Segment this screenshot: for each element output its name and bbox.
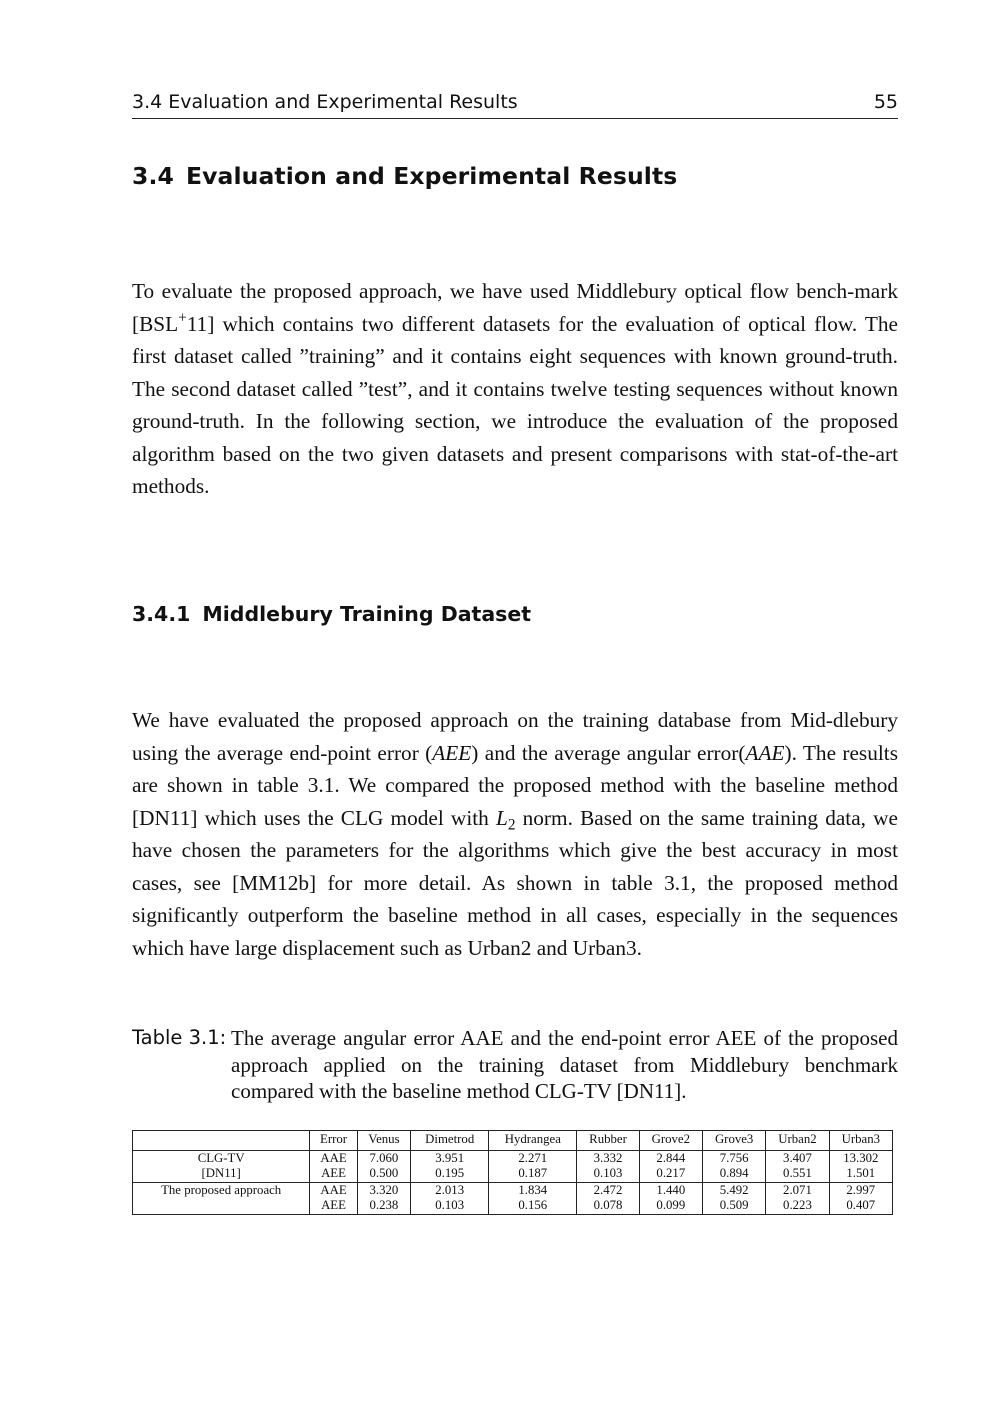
results-table — [132, 1130, 893, 1215]
table-cell: The proposed approach — [133, 1182, 310, 1198]
table-header-cell: Grove2 — [639, 1131, 702, 1151]
table-cell: 3.407 — [766, 1150, 829, 1166]
training-text-c: ). The results are shown in table 3.1. We compared the proposed method with the baseline method [DN11] which uses the CLG model with — [132, 740, 898, 830]
table-cell: 0.195 — [411, 1166, 489, 1182]
table-header-cell: Hydrangea — [489, 1131, 577, 1151]
running-header — [132, 88, 898, 119]
table-cell: 3.332 — [577, 1150, 639, 1166]
table-cell: 7.060 — [357, 1150, 410, 1166]
training-text-a: We have evaluated the proposed approach on the training database from Mid-dlebury using the average end-point error ( — [132, 708, 898, 765]
table-cell: 0.223 — [766, 1198, 829, 1214]
table-cell: 0.500 — [357, 1166, 410, 1182]
page-number: 55 — [873, 91, 898, 113]
table-cell: 1.834 — [489, 1182, 577, 1198]
subsection-number: 3.4.1 — [132, 602, 191, 626]
table-cell: [DN11] — [133, 1166, 310, 1182]
training-text-d: norm. Based on the same training data, we have chosen the parameters for the algorithms which give the best accuracy in most cases, see [MM12b] for more detail. As shown in table 3.1, the proposed method significantly outperform the baseline method in all cases, especially in the sequences which have large displacement such as Urban2 and Urban3. — [132, 805, 898, 960]
intro-text-b: 11] which contains two different datasets for the evaluation of optical flow. The first dataset called ”training” and it contains eight sequences with known ground-truth. The second dataset called ”test”, and it contains twelve testing sequences without known ground-truth. In the following section, we introduce the evaluation of the proposed algorithm based on the two given datasets and present comparisons with stat-of-the-art methods. — [132, 311, 898, 498]
citation-superscript: + — [178, 309, 187, 327]
table-cell — [133, 1198, 310, 1214]
table-cell: 0.217 — [639, 1166, 702, 1182]
section-heading — [132, 162, 677, 190]
table-cell: 0.103 — [411, 1198, 489, 1214]
table-row — [133, 1150, 893, 1166]
table-row — [133, 1166, 893, 1182]
table-header-row — [133, 1131, 893, 1151]
table-cell: 0.894 — [702, 1166, 765, 1182]
table-cell: 5.492 — [702, 1182, 765, 1198]
table-caption-text: The average angular error AAE and the end-point error AEE of the proposed approach applied on the training dataset from Middlebury benchmark compared with the baseline method CLG-TV [DN11]. — [231, 1026, 898, 1103]
table-cell: AEE — [310, 1198, 357, 1214]
l-norm-symbol: L — [495, 805, 508, 830]
table-cell: 2.844 — [639, 1150, 702, 1166]
table-cell: 0.238 — [357, 1198, 410, 1214]
table-cell: 2.472 — [577, 1182, 639, 1198]
table-cell: 0.103 — [577, 1166, 639, 1182]
table-cell: 2.271 — [489, 1150, 577, 1166]
training-paragraph — [132, 704, 898, 964]
table-row — [133, 1198, 893, 1214]
table-cell: 2.071 — [766, 1182, 829, 1198]
table-cell: 0.551 — [766, 1166, 829, 1182]
table-header-cell: Grove3 — [702, 1131, 765, 1151]
table-header-cell: Error — [310, 1131, 357, 1151]
table-cell: 0.078 — [577, 1198, 639, 1214]
subsection-title: Middlebury Training Dataset — [202, 602, 532, 626]
subsection-heading — [132, 602, 531, 626]
section-number: 3.4 — [132, 162, 174, 190]
table-header-cell: Rubber — [577, 1131, 639, 1151]
table-cell: 0.407 — [829, 1198, 892, 1214]
table-cell: 3.951 — [411, 1150, 489, 1166]
training-text-b: ) and the average angular error( — [471, 740, 746, 765]
aee-symbol: AEE — [432, 740, 472, 765]
table-cell: AAE — [310, 1182, 357, 1198]
table-cell: 0.099 — [639, 1198, 702, 1214]
l-norm-subscript: 2 — [507, 816, 516, 834]
section-title: Evaluation and Experimental Results — [185, 162, 678, 190]
table-cell: AEE — [310, 1166, 357, 1182]
table-cell: 1.440 — [639, 1182, 702, 1198]
aae-symbol: AAE — [745, 740, 785, 765]
table-cell: 2.997 — [829, 1182, 892, 1198]
intro-paragraph — [132, 275, 898, 503]
intro-text-a: To evaluate the proposed approach, we have used Middlebury optical flow bench-mark [BSL — [132, 279, 898, 336]
table-caption-label: Table 3.1: — [132, 1026, 227, 1049]
table-cell: AAE — [310, 1150, 357, 1166]
table-cell: 0.187 — [489, 1166, 577, 1182]
table-cell: 3.320 — [357, 1182, 410, 1198]
table-header-cell — [133, 1131, 310, 1151]
table-header-cell: Urban2 — [766, 1131, 829, 1151]
table-cell: 2.013 — [411, 1182, 489, 1198]
table-row — [133, 1182, 893, 1198]
table-cell: 7.756 — [702, 1150, 765, 1166]
table-cell: 0.156 — [489, 1198, 577, 1214]
table-cell: 1.501 — [829, 1166, 892, 1182]
table-cell: 0.509 — [702, 1198, 765, 1214]
table-cell: CLG-TV — [133, 1150, 310, 1166]
table-header-cell: Urban3 — [829, 1131, 892, 1151]
table-cell: 13.302 — [829, 1150, 892, 1166]
table-header-cell: Dimetrod — [411, 1131, 489, 1151]
running-header-title: 3.4 Evaluation and Experimental Results — [132, 91, 518, 113]
table-header-cell: Venus — [357, 1131, 410, 1151]
